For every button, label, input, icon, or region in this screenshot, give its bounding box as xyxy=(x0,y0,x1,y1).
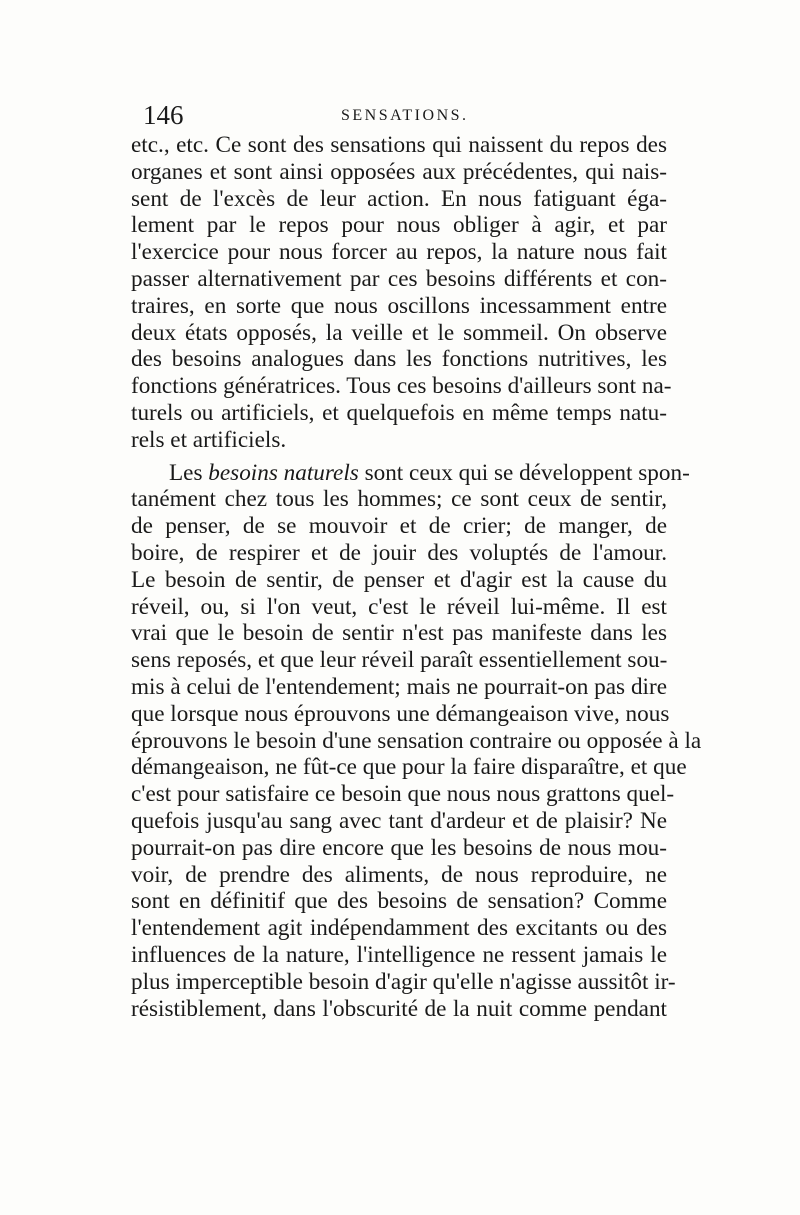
text-line: c'est pour satisfaire ce besoin que nous nous grattons quel- xyxy=(131,781,675,808)
text-line: deux états opposés, la veille et le sommeil. On observe xyxy=(131,319,667,346)
text-line: vrai que le besoin de sentir n'est pas manifeste dans les xyxy=(131,620,667,647)
text-line: de penser, de se mouvoir et de crier; de manger, de xyxy=(131,513,667,540)
text-line: éprouvons le besoin d'une sensation contraire ou opposée à la xyxy=(131,727,702,754)
text-line: influences de la nature, l'intelligence ne ressent jamais le xyxy=(131,941,667,968)
text-line: mis à celui de l'entendement; mais ne pourrait-on pas dire xyxy=(131,673,667,700)
paragraph-2 xyxy=(131,459,702,1023)
text-line: Le besoin de sentir, de penser et d'agir est la cause du xyxy=(131,566,667,593)
text-line: pourrait-on pas dire encore que les besoins de nous mou- xyxy=(131,834,667,861)
text-line-first xyxy=(131,459,690,487)
text-line: sont en définitif que des besoins de sensation? Comme xyxy=(131,888,667,915)
text-line: que lorsque nous éprouvons une démangeaison vive, nous xyxy=(131,700,670,727)
text-line: réveil, ou, si l'on veut, c'est le réveil lui-même. Il est xyxy=(131,593,667,620)
text-line: résistiblement, dans l'obscurité de la nuit comme pendant xyxy=(131,995,667,1022)
text-line: passer alternativement par ces besoins différents et con- xyxy=(131,265,667,292)
text-line: plus imperceptible besoin d'agir qu'elle n'agisse aussitôt ir- xyxy=(131,968,676,995)
text-line: fonctions génératrices. Tous ces besoins d'ailleurs sont na- xyxy=(131,373,672,400)
text-line: rels et artificiels. xyxy=(131,426,287,453)
page-number: 146 xyxy=(143,100,184,130)
text-line: l'entendement agit indépendamment des excitants ou des xyxy=(131,915,667,942)
text-line: traires, en sorte que nous oscillons incessamment entre xyxy=(131,292,667,319)
text-line: lement par le repos pour nous obliger à agir, et par xyxy=(131,212,667,239)
paragraph-1 xyxy=(131,132,672,454)
text-line: l'exercice pour nous forcer au repos, la nature nous fait xyxy=(131,239,667,266)
text-line: turels ou artificiels, et quelquefois en même temps natu- xyxy=(131,399,667,426)
text-run: sont ceux qui se développent spon- xyxy=(358,459,690,486)
text-line: organes et sont ainsi opposées aux précédentes, qui nais- xyxy=(131,158,667,185)
text-line: etc., etc. Ce sont des sensations qui naissent du repos des xyxy=(131,132,667,158)
body-text xyxy=(131,132,702,1022)
text-line: des besoins analogues dans les fonctions nutritives, les xyxy=(131,346,667,373)
text-line: boire, de respirer et de jouir des voluptés de l'amour. xyxy=(131,539,667,566)
text-line: sent de l'excès de leur action. En nous fatiguant éga- xyxy=(131,185,667,212)
text-run: Les xyxy=(169,459,209,486)
running-head: SENSATIONS. xyxy=(341,107,469,124)
text-line: quefois jusqu'au sang avec tant d'ardeur et de plaisir? Ne xyxy=(131,807,667,834)
text-line: voir, de prendre des aliments, de nous reproduire, ne xyxy=(131,861,667,888)
page-header xyxy=(143,98,663,132)
text-line: sens reposés, et que leur réveil paraît essentiellement sou- xyxy=(131,647,668,674)
italic-term: besoins naturels xyxy=(208,459,359,486)
text-line: démangeaison, ne fût-ce que pour la faire disparaître, et que xyxy=(131,754,687,781)
text-line: tanément chez tous les hommes; ce sont ceux de sentir, xyxy=(131,486,667,513)
